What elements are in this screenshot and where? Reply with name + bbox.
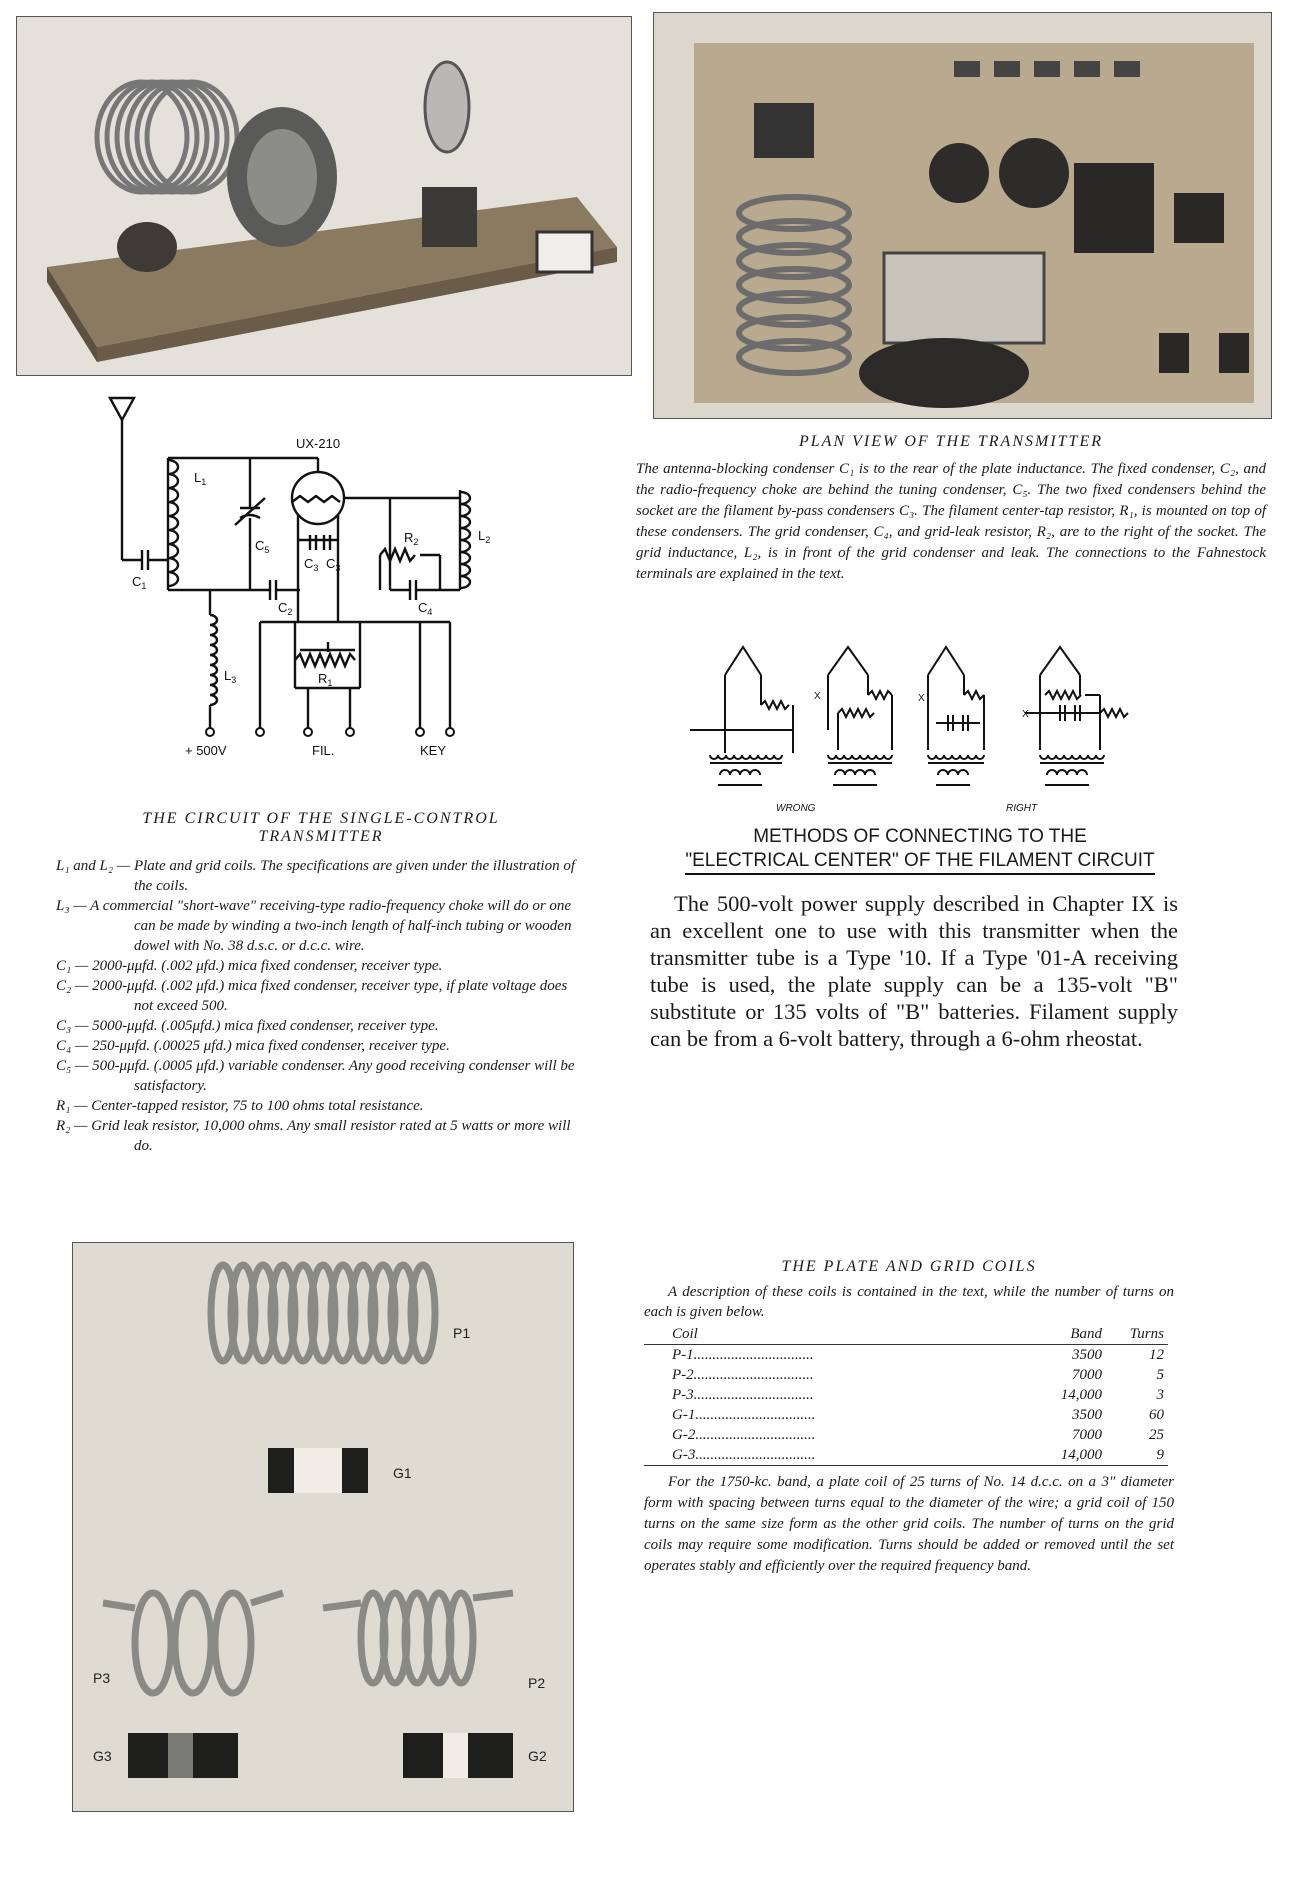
tube-label: UX-210 — [296, 436, 341, 451]
parts-list — [56, 856, 586, 1156]
plan-view-caption-body: The antenna-blocking condenser C₁ is to the rear of the plate inductance. The fixed condenser, C₂, and the radio-frequency choke are behind the tuning condenser, C₅. The two fixed condensers behind the socket are the filament by-pass condensers C₃. The filament center-tap resistor, R₁, is mounted on top of these condensers. The grid condenser, C₄, and grid-leak resistor, R₂, are to the right of the socket. The grid inductance, L₂, is in front of the grid condenser and leak. The connections to the Fahnestock terminals are explained in the text. — [636, 461, 1266, 582]
label-L1: $L_1$ — [194, 470, 207, 487]
header-coil: Coil — [644, 1324, 1005, 1345]
x-mark: X — [918, 693, 925, 704]
coils-photo — [72, 1242, 574, 1812]
label-C5: $C_5$ — [255, 538, 270, 555]
coil-label: P1 — [453, 1325, 471, 1341]
label-C4: $C_4$ — [418, 600, 433, 617]
wrong-label: WRONG — [776, 803, 816, 814]
parts-item: C₅ — 500-μμfd. (.0005 μfd.) variable condenser. Any good receiving condenser will be satisfactory. — [56, 1058, 575, 1094]
label-L3: $L_3$ — [224, 668, 237, 685]
table-row: G-3................................ 14,000 9 — [644, 1445, 1168, 1466]
terminal-key: KEY — [420, 743, 447, 758]
table-header-row — [644, 1324, 1168, 1345]
label-C2: $C_2$ — [278, 600, 293, 617]
x-mark: X — [814, 691, 821, 702]
circuit-caption-title: THE CIRCUIT OF THE SINGLE-CONTROL TRANSMITTER — [142, 810, 500, 845]
plan-view-photo — [653, 12, 1272, 419]
parts-item: L₁ and L₂ — Plate and grid coils. The specifications are given under the illustration of the coils. — [56, 858, 576, 894]
table-row: G-2................................ 7000 25 — [672, 1427, 1164, 1443]
table-row: P-1................................ 3500 12 — [672, 1347, 1164, 1363]
parts-item: C₄ — 250-μμfd. (.00025 μfd.) mica fixed condenser, receiver type. — [56, 1038, 450, 1054]
coil-label: P3 — [93, 1670, 111, 1686]
header-turns: Turns — [1106, 1324, 1168, 1345]
transmitter-photo — [16, 16, 632, 376]
table-row: G-1................................ 3500 60 — [672, 1407, 1164, 1423]
coil-label: G2 — [528, 1748, 547, 1764]
label-R2: $R_2$ — [404, 530, 419, 547]
x-mark: X — [1022, 709, 1029, 720]
parts-item: L₃ — A commercial "short-wave" receiving-type radio-frequency choke will do or one can be made by winding a two-inch length of half-inch tubing or wooden dowel with No. 38 d.s.c. or d.c.c. wire. — [56, 898, 572, 954]
parts-item: C₁ — 2000-μμfd. (.002 μfd.) mica fixed condenser, receiver type. — [56, 958, 443, 974]
label-C1: $C_1$ — [132, 574, 147, 591]
plan-view-caption-title: PLAN VIEW OF THE TRANSMITTER — [799, 433, 1103, 450]
label-C3b: $C_3$ — [326, 556, 341, 573]
coils-table-intro: A description of these coils is contained in the text, while the number of turns on each is given below. — [644, 1284, 1174, 1320]
coil-label: P2 — [528, 1675, 546, 1691]
right-label: RIGHT — [1006, 803, 1038, 814]
parts-item: R₂ — Grid leak resistor, 10,000 ohms. Any small resistor rated at 5 watts or more will do. — [56, 1118, 571, 1154]
header-band: Band — [1005, 1324, 1106, 1345]
body-paragraph: The 500-volt power supply described in Chapter IX is an excellent one to use with this transmitter when the transmitter tube is a Type '10. If a Type '01-A receiving tube is used, the plate supply can be a 135-volt "B" substitute or 135 volts of "B" batteries. Filament supply can be from a 6-volt battery, through a 6-ohm rheostat. — [650, 891, 1178, 1051]
coils-table-title: THE PLATE AND GRID COILS — [781, 1258, 1037, 1275]
terminal-500v: + 500V — [185, 743, 227, 758]
label-C3a: $C_3$ — [304, 556, 319, 573]
coils-table-note: For the 1750-kc. band, a plate coil of 25 turns of No. 14 d.c.c. on a 3" diameter form with spacing between turns equal to the diameter of the wire; a grid coil of 150 turns on the same size form as the other grid coils. The number of turns on the grid coils may require some modification. Turns should be added or removed until the set operates stably and efficiently over the required frequency band. — [644, 1474, 1174, 1574]
circuit-schematic — [60, 390, 600, 790]
coils-table-section — [644, 1258, 1174, 1577]
plan-view-caption — [636, 433, 1266, 585]
table-row: P-2................................ 7000 5 — [672, 1367, 1164, 1383]
circuit-caption — [56, 810, 586, 1156]
methods-figure-title: METHODS OF CONNECTING TO THE "ELECTRICAL CENTER" OF THE FILAMENT CIRCUIT — [660, 825, 1180, 875]
parts-item: C₃ — 5000-μμfd. (.005μfd.) mica fixed condenser, receiver type. — [56, 1018, 439, 1034]
parts-item: C₂ — 2000-μμfd. (.002 μfd.) mica fixed condenser, receiver type, if plate voltage does not exceed 500. — [56, 978, 568, 1014]
coil-label: G1 — [393, 1465, 412, 1481]
label-R1: $R_1$ — [318, 671, 333, 688]
table-row: P-3................................ 14,000 3 — [672, 1387, 1164, 1403]
coils-table — [644, 1324, 1168, 1466]
terminal-fil: FIL. — [312, 743, 335, 758]
label-L2: $L_2$ — [478, 528, 491, 545]
coil-label: G3 — [93, 1748, 112, 1764]
parts-item: R₁ — Center-tapped resistor, 75 to 100 ohms total resistance. — [56, 1098, 424, 1114]
